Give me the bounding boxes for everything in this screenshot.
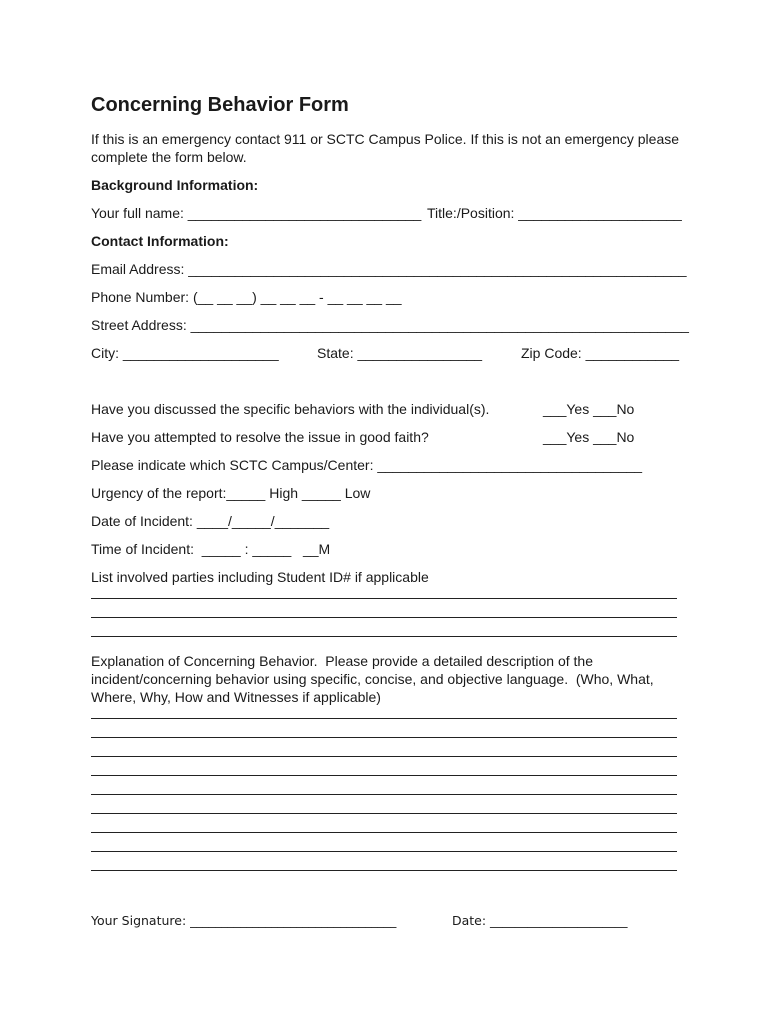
zip-code-field[interactable]: Zip Code: ____________ [521,345,680,361]
background-heading: Background Information: [91,177,259,193]
explanation-label-line-2: incident/concerning behavior using specific, concise, and objective language. (Who, What, [91,671,654,687]
explanation-label-line-1: Explanation of Concerning Behavior. Please provide a detailed description of the [91,653,593,669]
explanation-label-line-3: Where, Why, How and Witnesses if applicable) [91,689,381,705]
intro-text-line-1: If this is an emergency contact 911 or SCTC Campus Police. If this is not an emergency please [91,131,680,147]
state-field[interactable]: State: ________________ [317,345,483,361]
question-discussed-yes-no[interactable]: ___Yes ___No [543,401,635,417]
street-address-field[interactable]: Street Address: ________________________________________________________________ [91,317,689,333]
page-title: Concerning Behavior Form [91,94,349,116]
explanation-line[interactable] [91,756,677,757]
signature-field[interactable]: Your Signature: _________________________________ [91,913,397,928]
intro-text-line-2: complete the form below. [91,149,247,165]
urgency-field[interactable]: Urgency of the report:_____ High _____ Low [91,485,371,501]
question-resolve-yes-no[interactable]: ___Yes ___No [543,429,635,445]
date-of-incident-field[interactable]: Date of Incident: ____/_____/_______ [91,513,330,529]
city-field[interactable]: City: ____________________ [91,345,279,361]
involved-parties-line[interactable] [91,617,677,618]
involved-parties-label: List involved parties including Student ID# if applicable [91,569,429,585]
title-position-field[interactable]: Title:/Position: _____________________ [427,205,682,221]
time-of-incident-field[interactable]: Time of Incident: _____ : _____ __M [91,541,331,557]
explanation-line[interactable] [91,737,677,738]
email-field[interactable]: Email Address: ________________________________________________________________ [91,261,687,277]
involved-parties-line[interactable] [91,636,677,637]
campus-field[interactable]: Please indicate which SCTC Campus/Center: __________________________________ [91,457,643,473]
contact-heading: Contact Information: [91,233,229,249]
explanation-line[interactable] [91,851,677,852]
involved-parties-line[interactable] [91,598,677,599]
question-discussed: Have you discussed the specific behaviors with the individual(s). [91,401,490,417]
explanation-line[interactable] [91,794,677,795]
full-name-field[interactable]: Your full name: ______________________________ [91,205,422,221]
phone-field[interactable]: Phone Number: (__ __ __) __ __ __ - __ __ __ __ [91,289,402,305]
explanation-line[interactable] [91,775,677,776]
question-resolve: Have you attempted to resolve the issue in good faith? [91,429,429,445]
explanation-line[interactable] [91,832,677,833]
explanation-line[interactable] [91,813,677,814]
signature-date-field[interactable]: Date: ______________________ [452,913,628,928]
explanation-line[interactable] [91,870,677,871]
explanation-line[interactable] [91,718,677,719]
